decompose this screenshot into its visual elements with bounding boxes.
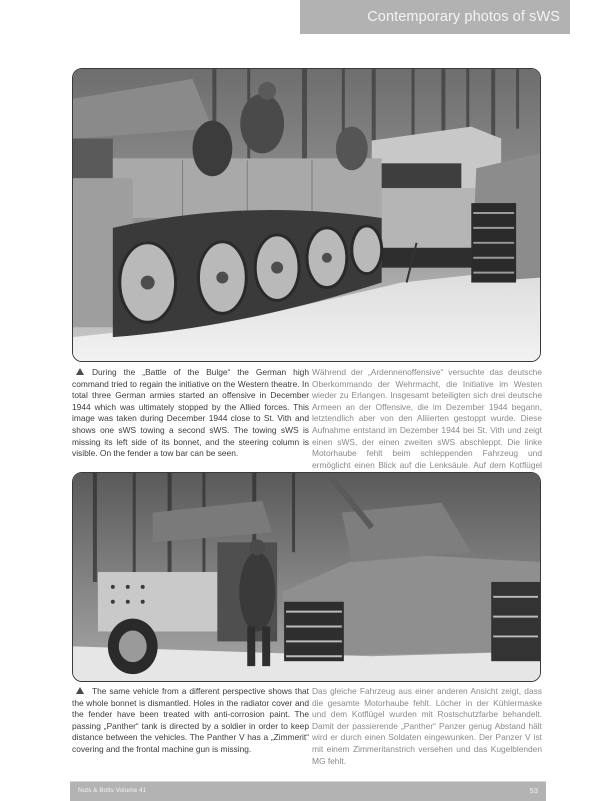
photo-sws-panther-passing-image <box>73 473 540 681</box>
section-title: Contemporary photos of sWS <box>367 9 560 25</box>
page-footer-bar <box>70 781 546 801</box>
caption-en-bottom-text: The same vehicle from a different perspective shows that the whole bonnet is dismantled. Holes in the radiator cover and the fender have been treated with anti-corrosion paint. The passing „Panther“ tank is directed by a soldier in order to keep distance between the vehicles. The Panther V has a „Zimmerit“ covering and the frontal machine gun is missing. <box>72 686 309 754</box>
photo-sws-towing <box>72 68 541 362</box>
caption-de-bottom-text: Das gleiche Fahrzeug aus einer anderen Ansicht zeigt, dass die gesamte Motorhaube fehlt. Löcher in der Kühlermaske und dem Kotflügel wurden mit Rostschutzfarbe behandelt. Damit der passierende „Panther“ Panzer genug Abstand hält wird er durch einen Soldaten eingewunken. Der Panzer V ist mit einem Zimmeritanstrich versehen und das Kugelblenden MG fehlt. <box>312 686 542 766</box>
caption-marker-icon <box>76 368 84 375</box>
section-header-bar <box>300 0 570 34</box>
caption-de-bottom <box>312 686 542 767</box>
caption-marker-icon <box>76 687 84 694</box>
caption-de-top-text: Während der „Ardennenoffensive“ versuchte das deutsche Oberkommando der Wehrmacht, die Initiative im Westen wieder zu Erlangen. Insgesamt beteiligten sich drei deutsche Armeen an der Offensive, die im Dezember 1944 begann, letztendlich aber von den Alliierten gestoppt wurde. Diese Aufnahme entstand im Dezember 1944 bei St. Vith und zeigt einen sWS, der einen zweiten sWS abschleppt. Die linke Motorhaube fehlt beim schleppenden Fahrzeug und ermöglicht einen Blick auf die Lenksäule. Auf dem Kotflügel <box>312 367 542 470</box>
publication-title: Nuts & Bolts Volume 41 <box>78 787 147 794</box>
caption-de-top <box>312 367 542 483</box>
page-number: 53 <box>529 786 538 795</box>
photo-sws-panther-passing <box>72 472 541 682</box>
caption-en-top <box>72 367 309 460</box>
caption-en-top-text: During the „Battle of the Bulge“ the German high command tried to regain the initiative on the Western theatre. In total three German armies started an offensive in December 1944 which was ultimately stopped by the Allied forces. This image was taken during December 1944 close to St. Vith and shows one sWS towing a second sWS. The towing sWS is missing its left side of its bonnet, and the steering column is visible. On the fender a tow bar can be seen. <box>72 367 309 459</box>
caption-en-bottom <box>72 686 309 756</box>
photo-sws-towing-image <box>73 69 540 361</box>
